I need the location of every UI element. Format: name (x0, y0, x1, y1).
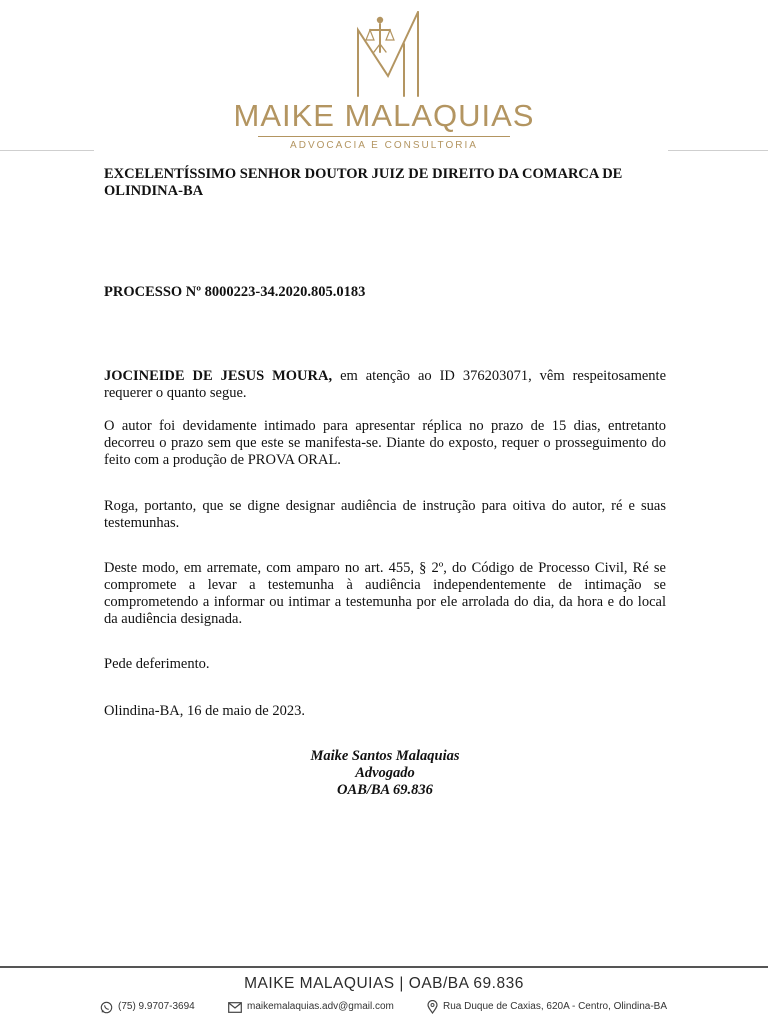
intro-text: em atenção ao ID 376203071, vêm respeitosamente requerer o quanto segue. (104, 368, 666, 401)
closing-text: Pede deferimento. (104, 656, 210, 672)
footer-title: MAIKE MALAQUIAS | OAB/BA 69.836 (244, 975, 524, 992)
signer-oab: OAB/BA 69.836 (337, 782, 433, 798)
signer-role: Advogado (355, 765, 415, 781)
whatsapp-icon (100, 1001, 113, 1014)
footer-divider (0, 966, 768, 968)
footer-address (427, 999, 667, 1015)
location-pin-icon (427, 1000, 438, 1014)
paragraph-request: Roga, portanto, que se digne designar audiência de instrução para oitiva do autor, ré e suas testemunhas. (104, 498, 666, 531)
brand-divider (258, 136, 510, 137)
header-rule-left (0, 150, 94, 151)
footer-email (228, 999, 394, 1015)
party-name: JOCINEIDE DE JESUS MOURA, (104, 368, 333, 384)
paragraph-witness: Deste modo, em arremate, com amparo no art. 455, § 2º, do Código de Processo Civil, Ré se compromete a levar a testemunha à audiência independentemente de intimação se comprometendo a informar ou intimar a testemunha por ele arrolada do dia, da hora e do local da audiência designada. (104, 560, 666, 627)
intro-paragraph (104, 368, 666, 402)
address-text: Rua Duque de Caxias, 620A - Centro, Olindina-BA (443, 1001, 668, 1012)
brand-name: MAIKE MALAQUIAS (233, 98, 535, 133)
footer-phone (100, 999, 195, 1015)
signature-block (104, 748, 666, 799)
place-date: Olindina-BA, 16 de maio de 2023. (104, 703, 305, 719)
email-text: maikemalaquias.adv@gmail.com (247, 1001, 394, 1012)
court-heading: EXCELENTÍSSIMO SENHOR DOUTOR JUIZ DE DIREITO DA COMARCA DE OLINDINA-BA (104, 166, 623, 199)
process-number: PROCESSO Nº 8000223-34.2020.805.0183 (104, 284, 366, 300)
signer-name: Maike Santos Malaquias (310, 748, 460, 764)
email-icon (228, 1002, 242, 1013)
phone-text: (75) 9.9707-3694 (118, 1001, 195, 1012)
header-rule-right (668, 150, 768, 151)
paragraph-replica: O autor foi devidamente intimado para apresentar réplica no prazo de 15 dias, entretanto decorreu o prazo sem que este se manifesta-se. Diante do exposto, requer o prosseguimento do feito com a produção de PROVA ORAL. (104, 418, 666, 468)
law-firm-logo-icon (346, 8, 430, 104)
brand-tagline: ADVOCACIA E CONSULTORIA (290, 140, 478, 151)
